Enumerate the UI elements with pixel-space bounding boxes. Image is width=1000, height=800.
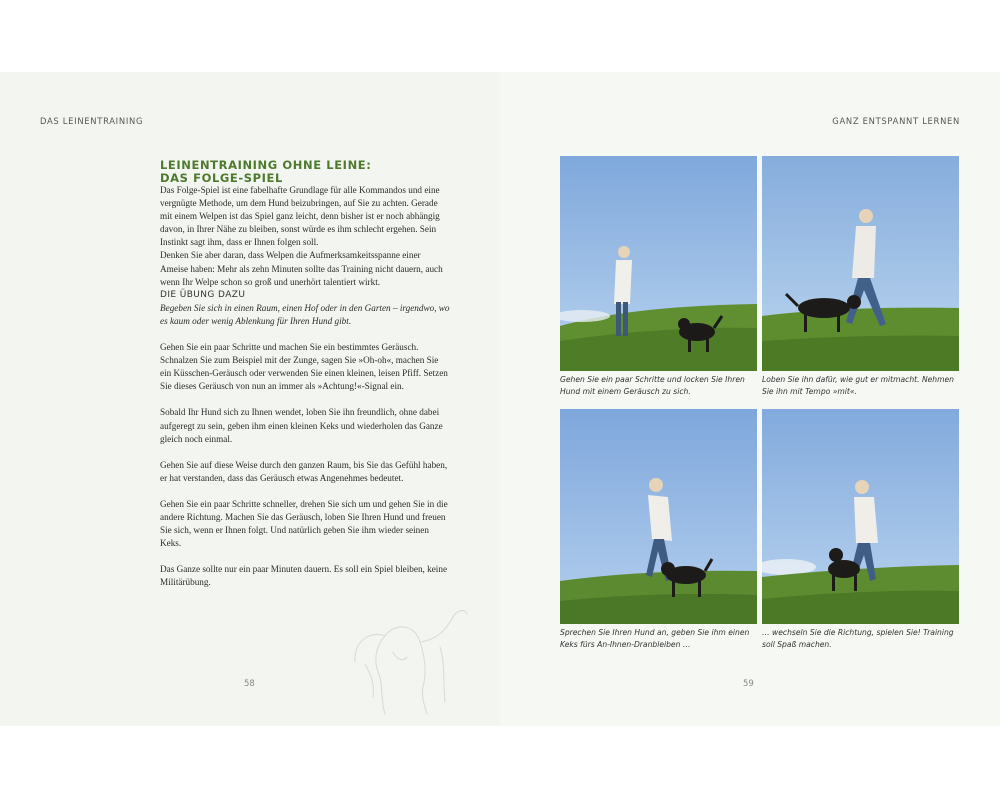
left-page	[0, 72, 500, 726]
dog-sketch-illustration	[345, 602, 475, 722]
paragraph-2: Denken Sie aber daran, dass Welpen die Aufmerksamkeitsspanne einer Ameise haben: Mehr als zehn Minuten sollte das Training nicht dauern, auch wenn Ihr Welpe schon so groß und unerhört talentiert wirkt.	[160, 250, 443, 287]
section-heading	[160, 159, 450, 185]
photo-2	[762, 156, 959, 371]
step-3: Gehen Sie auf diese Weise durch den ganzen Raum, bis Sie das Gefühl haben, er hat verstanden, dass das Geräusch etwas Angenehmes bedeutet.	[160, 459, 448, 483]
step-5: Das Ganze sollte nur ein paar Minuten dauern. Es soll ein Spiel bleiben, keine Militärübung.	[160, 564, 448, 588]
step-4: Gehen Sie ein paar Schritte schneller, drehen Sie sich um und gehen Sie in die andere Richtung. Machen Sie das Geräusch, loben Sie Ihren Hund und freuen Sie sich, wenn er Ihnen folgt. Und natürlich geben Sie ihm wieder seinen Keks.	[160, 498, 448, 549]
photo-3	[560, 409, 757, 624]
step-2: Sobald Ihr Hund sich zu Ihnen wendet, loben Sie ihn freundlich, ohne dabei aufgeregt zu sein, geben ihm einen kleinen Keks und wiederholen das Ganze gleich noch einmal.	[160, 407, 443, 444]
photo-4	[762, 409, 959, 624]
photo-2-caption: Loben Sie ihn dafür, wie gut er mitmacht. Nehmen Sie ihn mit Tempo »mit«.	[762, 375, 954, 397]
photo-4-caption: … wechseln Sie die Richtung, spielen Sie! Training soll Spaß machen.	[762, 628, 954, 650]
heading-line-1: LEINENTRAINING OHNE LEINE:	[160, 158, 372, 172]
photo-1	[560, 156, 757, 371]
heading-line-2: DAS FOLGE-SPIEL	[160, 171, 283, 185]
photo-1-caption: Gehen Sie ein paar Schritte und locken Sie Ihren Hund mit einem Geräusch zu sich.	[560, 375, 745, 397]
body-text	[160, 184, 450, 589]
book-spread	[0, 72, 1000, 726]
photo-3-caption: Sprechen Sie Ihren Hund an, geben Sie ihm einen Keks fürs An-Ihnen-Dranbleiben …	[560, 628, 750, 650]
running-head-right: GANZ ENTSPANNT LERNEN	[832, 116, 960, 126]
page-number-left: 58	[244, 679, 255, 689]
page-number-right: 59	[743, 679, 754, 689]
step-1: Gehen Sie ein paar Schritte und machen Sie ein bestimmtes Geräusch. Schnalzen Sie zum Beispiel mit der Zunge, sagen Sie »Oh-oh«, machen Sie ein Küsschen-Geräusch oder verwenden Sie einen kleinen, leisen Pfiff. Setzen Sie dieses Geräusch von nun an immer als »Achtung!«-Signal ein.	[160, 342, 448, 392]
running-head-left: DAS LEINENTRAINING	[40, 116, 144, 126]
paragraph-1: Das Folge-Spiel ist eine fabelhafte Grundlage für alle Kommandos und eine vergnügte Methode, um dem Hund beizubringen, auf Sie zu achten. Gerade mit einem Welpen ist das Spiel ganz leicht, denn bisher ist er noch abhängig davon, in Ihrer Nähe zu bleiben, sonst würde es ihm schlecht ergehen. Sein Instinkt sagt ihm, dass er Ihnen folgen soll.	[160, 185, 440, 248]
exercise-intro: Begeben Sie sich in einen Raum, einen Hof oder in den Garten – irgendwo, wo es kaum oder wenig Ablenkung für Ihren Hund gibt.	[160, 302, 450, 326]
exercise-subheading: DIE ÜBUNG DAZU	[160, 289, 246, 300]
right-page	[500, 72, 1000, 726]
